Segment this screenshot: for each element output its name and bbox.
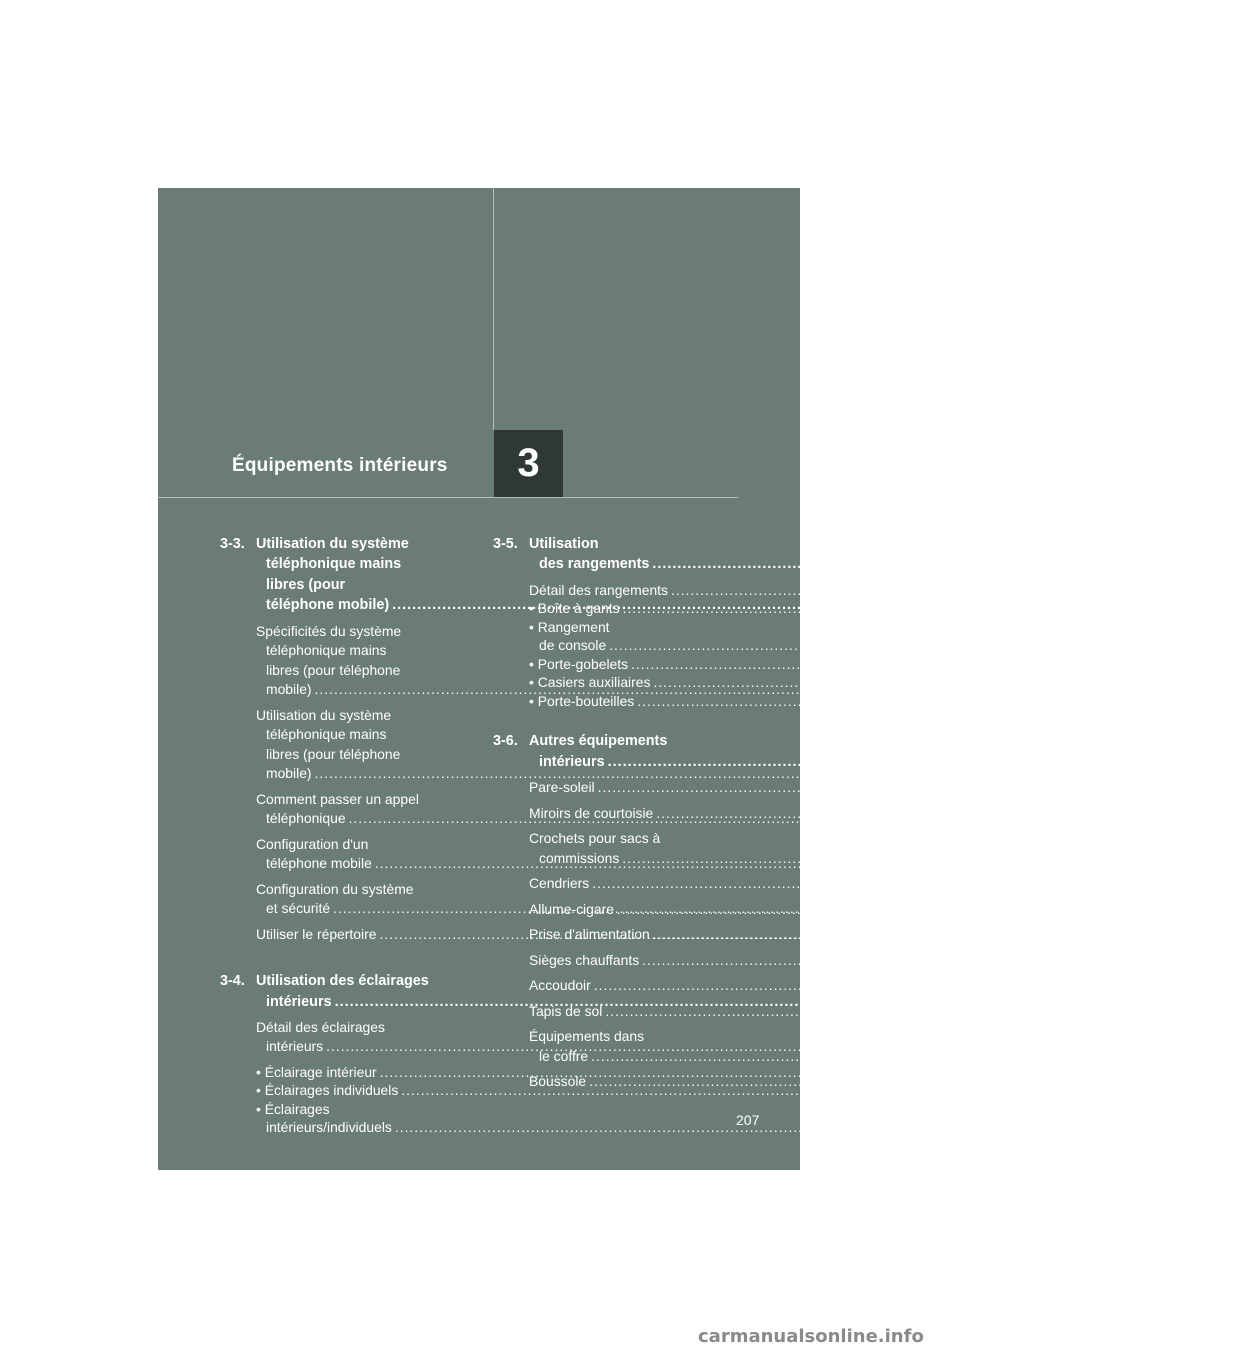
toc-entry-line: Crochets pour sacs à — [529, 830, 661, 847]
toc-entry[interactable] — [529, 874, 1173, 894]
section-number: 3-6. — [493, 733, 518, 750]
toc-entry-line — [529, 1047, 1171, 1067]
toc-entry-text: Allume-cigare — [529, 900, 614, 917]
toc-bullet-text: de console — [539, 637, 607, 654]
page-number: 207 — [736, 1112, 760, 1128]
toc-bullet-text: • Porte-bouteilles — [529, 692, 635, 709]
toc-entry-page: 253 — [871, 681, 895, 698]
dot-leader — [609, 636, 1163, 655]
section-title — [529, 731, 1204, 772]
toc-entry[interactable] — [529, 951, 1223, 971]
toc-entry-page: 310 — [1162, 1002, 1186, 1019]
toc-entry-line: téléphonique mains — [266, 726, 387, 743]
chapter-number-box — [494, 430, 563, 497]
dot-leader — [653, 673, 1207, 692]
toc-bullet-line: • Éclairages — [256, 1100, 330, 1117]
toc-entry-page: 303 — [1149, 875, 1173, 892]
section-heading-line: Utilisation du système — [256, 536, 409, 552]
toc-entry-text: Prise d'alimentation — [529, 926, 650, 943]
toc-entry-text: téléphone mobile — [266, 855, 372, 872]
section-heading-line: Utilisation — [529, 536, 599, 552]
toc-entry-page: 309 — [1150, 977, 1174, 994]
toc-entry-text: et sécurité — [266, 900, 331, 917]
toc-bullet-text: • Casiers auxiliaires — [529, 674, 651, 691]
dot-leader — [605, 1002, 1159, 1022]
dot-leader — [637, 692, 1191, 711]
dot-leader — [652, 554, 1222, 574]
toc-entry-line: libres (pour téléphone — [266, 661, 401, 678]
toc-bullet-page: 293 — [1179, 600, 1203, 617]
section-heading-text: intérieurs — [539, 753, 605, 770]
toc-bullet-text: • Porte-gobelets — [529, 655, 629, 672]
dot-leader — [591, 1047, 1145, 1067]
toc-entry-text: commissions — [539, 849, 620, 866]
toc-entry-page: 276 — [890, 900, 914, 917]
section-heading-page: 292 — [1225, 556, 1250, 573]
toc-section-heading[interactable] — [493, 534, 1250, 575]
toc-entry-line: téléphonique mains — [266, 642, 387, 659]
toc-entry-line: Configuration d'un — [256, 835, 369, 852]
section-number: 3-4. — [220, 973, 245, 990]
toc-bullet-item[interactable] — [529, 692, 1218, 711]
toc-entry-text: Sièges chauffants — [529, 951, 640, 968]
toc-entry-page: 307 — [1199, 951, 1223, 968]
toc-entry-page: 312 — [1146, 1073, 1170, 1090]
watermark: carmanualsonline.info — [698, 1326, 924, 1347]
toc-bullet-page: 291 — [951, 1119, 976, 1136]
toc-bullet-page: 290 — [958, 1082, 982, 1099]
toc-entry[interactable] — [529, 778, 1178, 798]
toc-entry-text: Cendriers — [529, 875, 590, 892]
horizontal-divider — [158, 497, 738, 498]
toc-entry-line — [529, 976, 1174, 996]
toc-entry-page: 280 — [936, 925, 960, 942]
section-gap — [220, 950, 467, 971]
toc-bullet-page: 297 — [1210, 674, 1234, 691]
dot-leader — [598, 778, 1152, 798]
toc-entry-page: 256 — [871, 765, 895, 782]
toc-entry-page: 302 — [1179, 849, 1203, 866]
toc-entry-line: Comment passer un appel — [256, 790, 419, 807]
dot-leader — [671, 581, 1225, 600]
dot-leader — [589, 1072, 1143, 1092]
dot-leader — [608, 752, 1178, 772]
toc-bullet-item[interactable] — [529, 581, 1251, 600]
toc-entry-text: intérieurs — [266, 1038, 324, 1055]
section-heading-text: téléphone mobile) — [266, 597, 390, 614]
toc-bullet-line: • Rangement — [529, 618, 610, 635]
toc-entry-page: 301 — [1213, 804, 1237, 821]
toc-bullet-page: 295 — [1188, 655, 1212, 672]
section-heading-line — [529, 752, 1204, 772]
toc-entry[interactable] — [529, 976, 1174, 996]
toc-entry-line: Configuration du système — [256, 880, 414, 897]
toc-bullet-line — [529, 581, 1251, 600]
toc-bullet-item[interactable] — [529, 618, 1190, 655]
toc-bullet-page: 299 — [1194, 692, 1218, 709]
toc-bullet-text: • Boîte à gants — [529, 600, 620, 617]
toc-section-heading[interactable] — [493, 731, 1205, 772]
vertical-divider — [493, 188, 494, 430]
toc-entry-line — [529, 778, 1178, 798]
toc-entry-line — [256, 764, 895, 784]
dot-leader — [642, 951, 1196, 971]
toc-entry-text: Utiliser le répertoire — [256, 925, 377, 942]
toc-entry-page: 288 — [883, 1038, 907, 1055]
toc-entry-page: 305 — [1209, 926, 1233, 943]
section-heading-page: 253 — [964, 597, 989, 614]
section-title — [529, 534, 1249, 575]
dot-leader — [594, 976, 1148, 996]
toc-entry-text: mobile) — [266, 765, 312, 782]
section-heading-text: intérieurs — [266, 993, 332, 1010]
toc-bullet-page: 290 — [936, 1063, 960, 1080]
section-heading-line: Autres équipements — [529, 733, 668, 750]
dot-leader — [617, 900, 1171, 920]
toc-entry-text: Pare-soleil — [529, 779, 595, 796]
section-heading-page: 300 — [1180, 753, 1205, 770]
section-heading-line: téléphonique mains — [266, 556, 402, 573]
dot-leader — [622, 849, 1176, 869]
toc-entry-line — [529, 951, 1223, 971]
toc-bullet-page: 292 — [1227, 581, 1251, 598]
toc-bullet-text: intérieurs/individuels — [266, 1119, 392, 1136]
toc-entry-text: le coffre — [539, 1047, 589, 1064]
toc-entry-text: téléphonique — [266, 810, 346, 827]
toc-entry-text: Accoudoir — [529, 977, 591, 994]
toc-entry-line: Spécificités du système — [256, 622, 402, 639]
section-number: 3-5. — [493, 536, 518, 552]
toc-bullet-line — [529, 636, 1190, 655]
toc-entry-line: Détail des éclairages — [256, 1018, 385, 1035]
dot-leader — [395, 1118, 949, 1137]
dot-leader — [656, 804, 1210, 824]
toc-entry-page: 311 — [1148, 1047, 1171, 1064]
toc-entry-text: Miroirs de courtoisie — [529, 804, 654, 821]
chapter-panel — [158, 188, 1251, 1170]
dot-leader — [653, 925, 1207, 945]
toc-entry-page: 266 — [905, 810, 929, 827]
section-heading-page: 288 — [907, 993, 932, 1010]
section-number: 3-3. — [220, 536, 245, 552]
toc-entry-line: Utilisation du système — [256, 706, 392, 723]
chapter-number: 3 — [517, 441, 540, 485]
toc-entry-line — [529, 874, 1173, 894]
toc-entry-line: Équipements dans — [529, 1028, 645, 1045]
toc-entry-page: 304 — [1173, 900, 1198, 917]
toc-entry-text: mobile) — [266, 681, 312, 698]
toc-bullet-line — [529, 655, 1212, 674]
section-heading-text: des rangements — [539, 556, 650, 573]
dot-leader — [592, 874, 1146, 894]
section-heading-line: libres (pour — [266, 576, 346, 593]
section-heading-line: Utilisation des éclairages — [256, 973, 429, 990]
dot-leader — [631, 655, 1185, 674]
toc-bullet-line — [529, 692, 1218, 711]
chapter-title: Équipements intérieurs — [232, 455, 448, 476]
toc-bullet-item[interactable] — [529, 655, 1212, 674]
section-gap — [493, 710, 740, 731]
toc-bullet-text: • Éclairage intérieur — [256, 1063, 377, 1080]
toc-entry-text: Boussole — [529, 1073, 587, 1090]
toc-bullet-text: Détail des rangements — [529, 581, 668, 598]
section-heading-line — [529, 554, 1249, 574]
toc-entry-line — [529, 1002, 1186, 1022]
toc-entry[interactable] — [529, 1002, 1186, 1022]
toc-entry-page: 300 — [1154, 779, 1178, 796]
toc-entry-page: 271 — [931, 855, 955, 872]
toc-bullet-page: 293 — [1166, 637, 1190, 654]
toc-entry-line: libres (pour téléphone — [266, 745, 401, 762]
toc-bullet-text: • Éclairages individuels — [256, 1082, 399, 1099]
toc-entry-text: Tapis de sol — [529, 1002, 603, 1019]
dot-leader — [623, 599, 1177, 618]
